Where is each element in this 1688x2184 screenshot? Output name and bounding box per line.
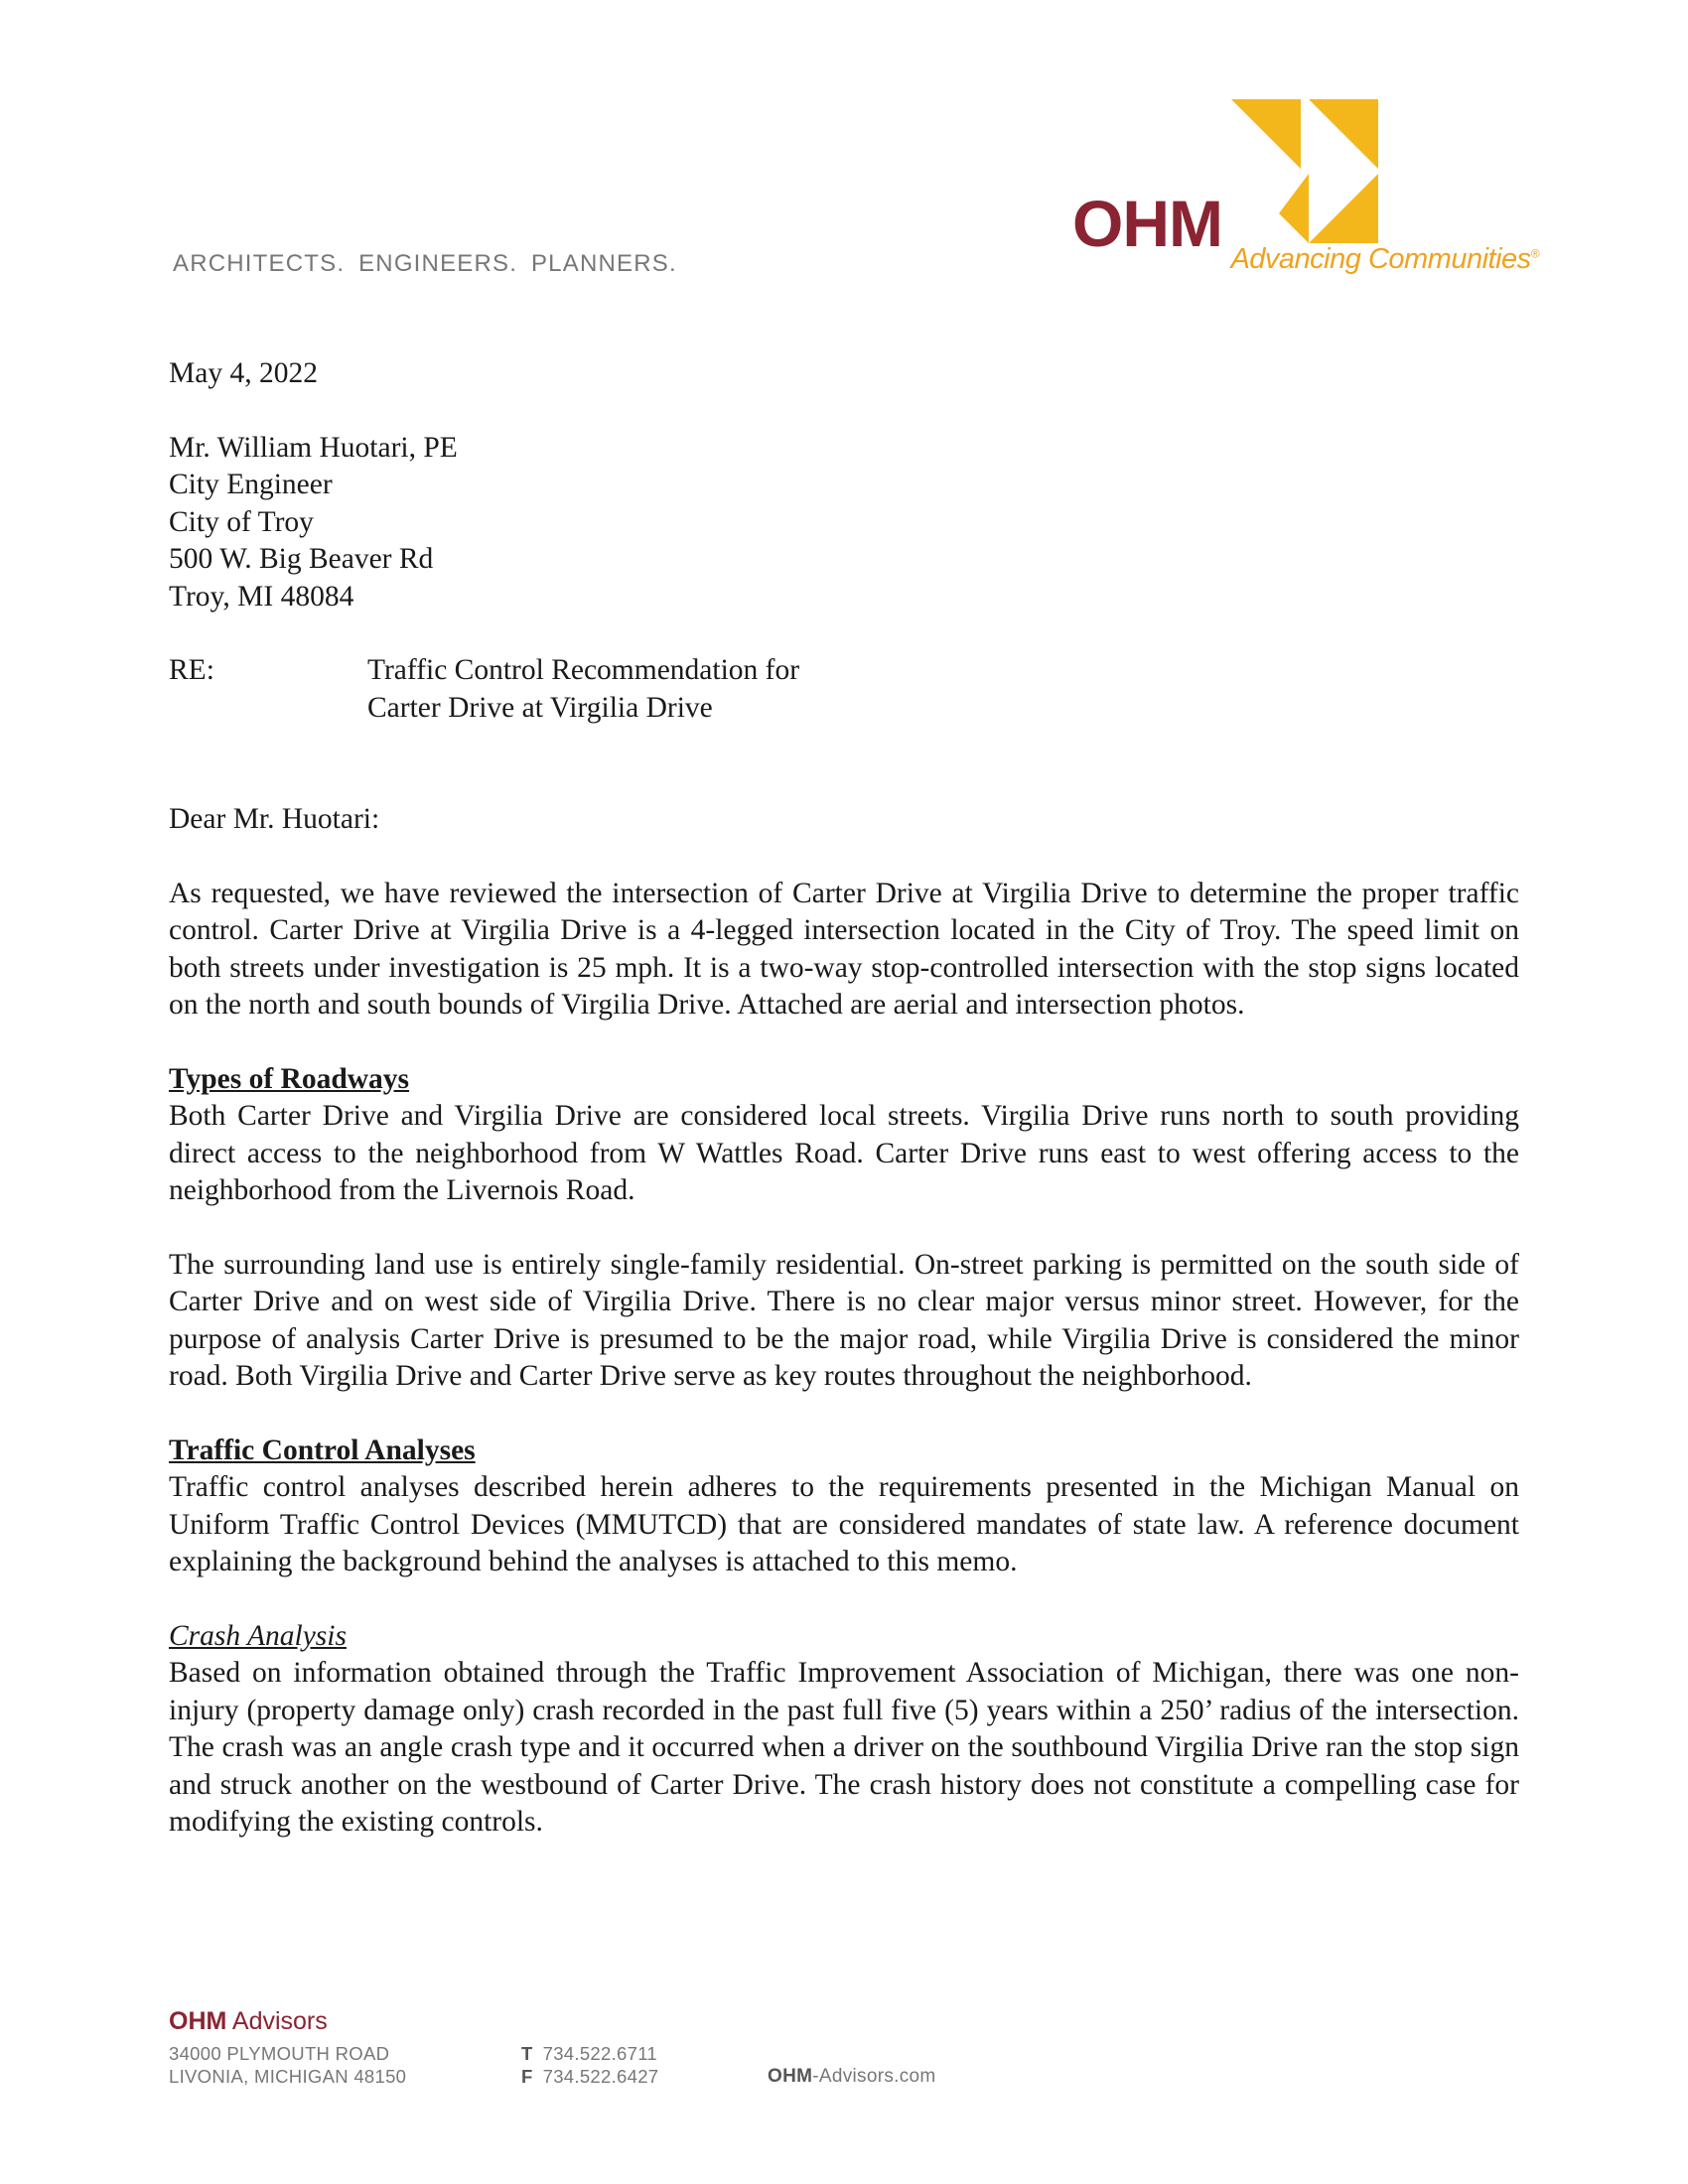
recipient-title: City Engineer — [169, 469, 333, 500]
logo-slogan: Advancing Communities® — [1230, 243, 1539, 275]
footer-fax: 734.522.6427 — [542, 2066, 659, 2087]
footer-address: 34000 PLYMOUTH ROAD LIVONIA, MICHIGAN 48150 — [169, 2043, 407, 2087]
letter-date: May 4, 2022 — [169, 357, 318, 389]
subject-label: RE: — [169, 654, 214, 686]
recipient-city: Troy, MI 48084 — [169, 580, 354, 613]
subject-line-2: Carter Drive at Virgilia Drive — [367, 691, 713, 724]
letter-body — [169, 355, 1519, 1842]
ohm-logo — [1072, 94, 1539, 283]
footer-phone: 734.522.6711 — [542, 2043, 658, 2064]
recipient-name: Mr. William Huotari, PE — [169, 431, 458, 464]
subject-line — [169, 652, 1519, 727]
recipient-street: 500 W. Big Beaver Rd — [169, 543, 434, 575]
logo-wordmark: OHM — [1072, 187, 1222, 260]
crash-paragraph: Based on information obtained through the Traffic Improvement Association of Michigan, there was one non-injury (property damage only) crash recorded in the past full five (5) years within a 250’ radius of the intersection. The crash was an angle crash type and it occurred when a driver on the southbound Virgilia Drive ran the stop sign and struck another on the westbound of Carter Drive. The crash history does not constitute a compelling case for modifying the existing controls. — [169, 1657, 1519, 1838]
roadways-paragraph-1: Both Carter Drive and Virgilia Drive are considered local streets. Virgilia Drive runs north to south providing direct access to the neighborhood from W Wattles Road. Carter Drive runs east to west offering access to the neighborhood from the Livernois Road. — [169, 1100, 1519, 1206]
intro-paragraph: As requested, we have reviewed the intersection of Carter Drive at Virgilia Drive to determine the proper traffic control. Carter Drive at Virgilia Drive is a 4-legged intersection located in the City of Troy. The speed limit on both streets under investigation is 25 mph. It is a two-way stop-controlled intersection with the stop signs located on the north and south bounds of Virgilia Drive. Attached are aerial and intersection photos. — [169, 877, 1519, 1021]
analyses-paragraph: Traffic control analyses described herein adheres to the requirements presented in the Michigan Manual on Uniform Traffic Control Devices (MMUTCD) that are considered mandates of state law. A reference document explaining the background behind the analyses is attached to this memo. — [169, 1471, 1519, 1577]
subject-line-1: Traffic Control Recommendation for — [367, 654, 800, 686]
subsection-heading-crash: Crash Analysis — [169, 1619, 347, 1652]
section-heading-roadways: Types of Roadways — [169, 1062, 410, 1095]
salutation: Dear Mr. Huotari: — [169, 803, 380, 835]
roadways-paragraph-2: The surrounding land use is entirely single-family residential. On-street parking is permitted on the south side of Carter Drive and on west side of Virgilia Drive. There is no clear major versus minor street. However, for the purpose of analysis Carter Drive is presumed to be the major road, while Virgilia Drive is considered the minor road. Both Virgilia Drive and Carter Drive serve as key routes throughout the neighborhood. — [169, 1248, 1519, 1392]
footer-website: OHM-Advisors.com — [768, 2066, 936, 2087]
company-tagline: ARCHITECTS. ENGINEERS. PLANNERS. — [173, 250, 677, 277]
section-heading-analyses: Traffic Control Analyses — [169, 1433, 476, 1466]
footer-contact: T 734.522.6711 F 734.522.6427 — [521, 2043, 659, 2087]
letterhead-footer — [169, 2007, 936, 2088]
recipient-address — [169, 430, 1519, 616]
recipient-organization: City of Troy — [169, 505, 314, 538]
footer-brand: OHM Advisors — [169, 2007, 328, 2035]
